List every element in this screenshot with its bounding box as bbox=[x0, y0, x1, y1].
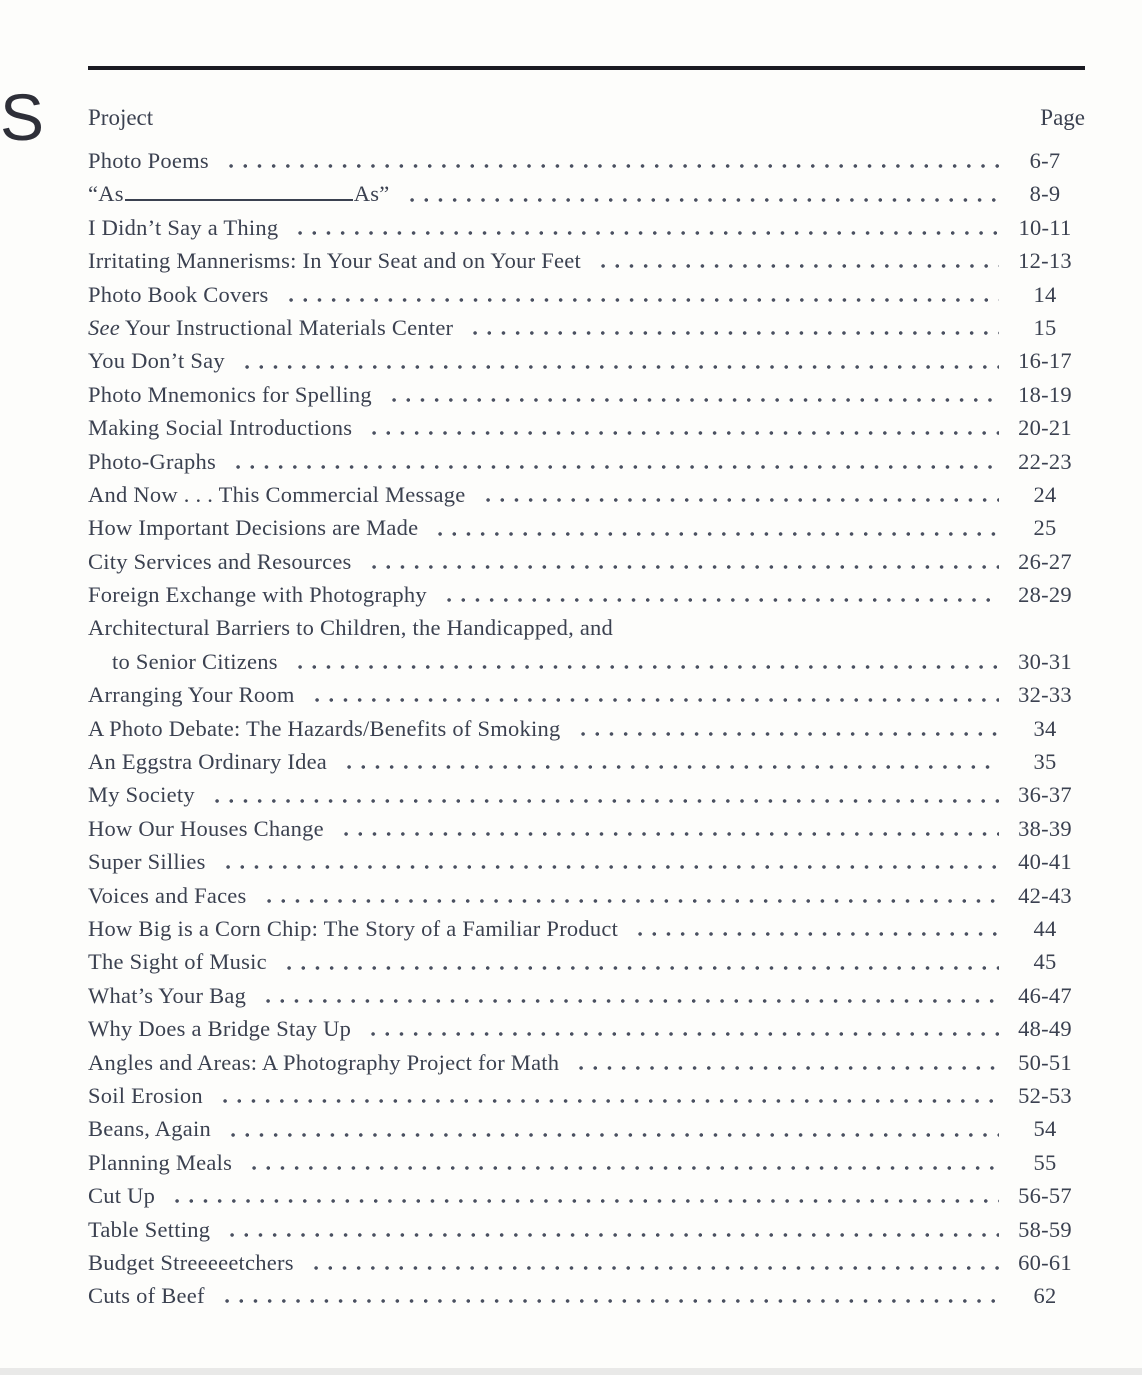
toc-entry-title: Architectural Barriers to Children, the Handicapped, and bbox=[88, 615, 614, 641]
toc-entry-page: 35 bbox=[1033, 749, 1057, 775]
toc-entry-page: 55 bbox=[1033, 1149, 1057, 1175]
toc-entry-page: 30-31 bbox=[1018, 648, 1072, 674]
dot-leader bbox=[405, 181, 1000, 214]
project-column-header: Project bbox=[88, 105, 154, 130]
toc-entry bbox=[88, 181, 1085, 214]
dot-leader bbox=[342, 749, 999, 782]
toc-entry-title: Photo Book Covers bbox=[88, 281, 269, 307]
toc-entry-page: 62 bbox=[1033, 1283, 1057, 1309]
dot-leader bbox=[218, 1083, 999, 1116]
toc-entry bbox=[88, 1250, 1085, 1283]
toc-entry-title: Irritating Mannerisms: In Your Seat and on Your Feet bbox=[88, 248, 581, 274]
toc-entry-title: And Now . . . This Commercial Message bbox=[88, 481, 466, 507]
toc-entry-title: Beans, Again bbox=[88, 1116, 211, 1142]
toc-entry bbox=[88, 382, 1085, 415]
toc-entry-title: I Didn’t Say a Thing bbox=[88, 214, 279, 240]
toc-entry-page: 38-39 bbox=[1018, 815, 1072, 841]
dot-leader bbox=[221, 849, 999, 882]
toc-entry bbox=[88, 415, 1085, 448]
toc-entry-page: 26-27 bbox=[1018, 548, 1072, 574]
toc-entry-title: What’s Your Bag bbox=[88, 982, 247, 1008]
toc-entry-title: My Society bbox=[88, 782, 195, 808]
toc-entry-title: Arranging Your Room bbox=[88, 682, 295, 708]
toc-entry-page: 52-53 bbox=[1018, 1082, 1072, 1108]
dot-leader bbox=[225, 1217, 999, 1250]
toc-entry bbox=[88, 215, 1085, 248]
toc-entry-page: 20-21 bbox=[1018, 415, 1072, 441]
toc-entry bbox=[88, 1016, 1085, 1049]
toc-entry-page: 24 bbox=[1033, 481, 1057, 507]
toc-entry bbox=[88, 1283, 1085, 1316]
toc-entry-title: Cut Up bbox=[88, 1183, 156, 1209]
toc-entry-title: Photo-Graphs bbox=[88, 448, 216, 474]
toc-entry-page: 14 bbox=[1033, 281, 1057, 307]
toc-entry bbox=[88, 682, 1085, 715]
dot-leader bbox=[633, 916, 999, 949]
page-edge-letter: S bbox=[0, 80, 45, 154]
toc-entry bbox=[88, 348, 1085, 381]
page-column-header: Page bbox=[1040, 105, 1085, 130]
toc-entry-title: Foreign Exchange with Photography bbox=[88, 582, 427, 608]
toc-entry bbox=[88, 1116, 1085, 1149]
toc-entry-page: 12-13 bbox=[1018, 248, 1072, 274]
toc-entry-page: 18-19 bbox=[1018, 381, 1072, 407]
toc-entry bbox=[88, 248, 1085, 281]
dot-leader bbox=[224, 148, 999, 181]
dot-leader bbox=[293, 649, 999, 682]
dot-leader bbox=[576, 716, 999, 749]
dot-leader bbox=[226, 1116, 999, 1149]
top-rule-divider bbox=[88, 66, 1085, 70]
toc-entry bbox=[88, 449, 1085, 482]
toc-entry bbox=[88, 282, 1085, 315]
dot-leader bbox=[309, 1250, 999, 1283]
toc-entry-title: See Your Instructional Materials Center bbox=[88, 314, 454, 340]
toc-list bbox=[88, 148, 1085, 1317]
toc-entry bbox=[88, 1083, 1085, 1116]
toc-entry-page: 32-33 bbox=[1018, 682, 1072, 708]
dot-leader bbox=[387, 382, 999, 415]
toc-entry-page: 16-17 bbox=[1018, 348, 1072, 374]
dot-leader bbox=[247, 1150, 999, 1183]
dot-leader bbox=[170, 1183, 999, 1216]
dot-leader bbox=[433, 515, 999, 548]
toc-entry bbox=[88, 883, 1085, 916]
dot-leader bbox=[231, 449, 999, 482]
dot-leader bbox=[262, 883, 999, 916]
dot-leader bbox=[339, 816, 999, 849]
toc-entry-page: 56-57 bbox=[1018, 1183, 1072, 1209]
toc-entry bbox=[88, 582, 1085, 615]
toc-entry-title: Super Sillies bbox=[88, 849, 206, 875]
toc-entry-page: 46-47 bbox=[1018, 982, 1072, 1008]
toc-entry bbox=[88, 1050, 1085, 1083]
toc-entry-page: 54 bbox=[1033, 1116, 1057, 1142]
toc-entry bbox=[88, 315, 1085, 348]
fill-in-blank-line bbox=[125, 199, 353, 202]
toc-header bbox=[88, 104, 1085, 132]
dot-leader bbox=[367, 549, 999, 582]
page-bottom-edge bbox=[0, 1368, 1142, 1375]
dot-leader bbox=[574, 1050, 999, 1083]
toc-entry-page: 45 bbox=[1033, 949, 1057, 975]
toc-entry-first-line bbox=[88, 615, 1085, 648]
dot-leader bbox=[310, 682, 999, 715]
toc-entry-page: 25 bbox=[1033, 515, 1057, 541]
toc-entry-page: 6-7 bbox=[1029, 148, 1061, 173]
toc-entry-title: How Our Houses Change bbox=[88, 815, 324, 841]
dot-leader bbox=[293, 215, 999, 248]
toc-entry-title: Table Setting bbox=[88, 1216, 211, 1242]
toc-entry-page: 15 bbox=[1033, 314, 1057, 340]
dot-leader bbox=[240, 348, 999, 381]
dot-leader bbox=[284, 282, 999, 315]
dot-leader bbox=[367, 415, 999, 448]
toc-entry bbox=[88, 716, 1085, 749]
toc-entry bbox=[88, 1183, 1085, 1216]
toc-entry-title: You Don’t Say bbox=[88, 348, 225, 374]
toc-entry-title: Soil Erosion bbox=[88, 1082, 203, 1108]
toc-entry-page: 44 bbox=[1033, 915, 1057, 941]
toc-entry-title: Photo Mnemonics for Spelling bbox=[88, 381, 372, 407]
toc-entry-page: 60-61 bbox=[1018, 1249, 1072, 1275]
toc-entry-page: 10-11 bbox=[1018, 214, 1072, 240]
toc-entry bbox=[88, 949, 1085, 982]
toc-entry-page: 34 bbox=[1033, 715, 1057, 741]
toc-entry bbox=[88, 515, 1085, 548]
toc-entry bbox=[88, 482, 1085, 515]
toc-entry bbox=[88, 983, 1085, 1016]
toc-entry-title: Angles and Areas: A Photography Project for Math bbox=[88, 1049, 560, 1075]
toc-entry bbox=[88, 148, 1085, 181]
toc-entry-title: How Big is a Corn Chip: The Story of a Familiar Product bbox=[88, 915, 619, 941]
toc-entry-title: Budget Streeeeetchers bbox=[88, 1249, 294, 1275]
dot-leader bbox=[442, 582, 999, 615]
dot-leader bbox=[596, 248, 999, 281]
toc-entry-title: The Sight of Music bbox=[88, 949, 267, 975]
toc-entry-title: Cuts of Beef bbox=[88, 1283, 205, 1309]
dot-leader bbox=[366, 1016, 999, 1049]
toc-entry-title: How Important Decisions are Made bbox=[88, 515, 419, 541]
dot-leader bbox=[210, 782, 999, 815]
toc-page bbox=[88, 66, 1085, 1317]
toc-entry-title: to Senior Citizens bbox=[112, 648, 278, 674]
dot-leader bbox=[282, 949, 999, 982]
toc-entry-title: Why Does a Bridge Stay Up bbox=[88, 1016, 352, 1042]
toc-entry-title: Planning Meals bbox=[88, 1149, 233, 1175]
toc-entry-title: “As As” bbox=[88, 181, 390, 207]
toc-entry-page: 22-23 bbox=[1018, 448, 1072, 474]
dot-leader bbox=[261, 983, 999, 1016]
toc-entry-page: 28-29 bbox=[1018, 582, 1072, 608]
toc-entry-title: Voices and Faces bbox=[88, 882, 247, 908]
toc-entry-page: 40-41 bbox=[1018, 849, 1072, 875]
toc-entry-page: 50-51 bbox=[1018, 1049, 1072, 1075]
dot-leader bbox=[220, 1283, 999, 1316]
toc-entry bbox=[88, 816, 1085, 849]
toc-entry bbox=[88, 782, 1085, 815]
toc-entry-page: 8-9 bbox=[1029, 181, 1061, 207]
toc-entry-page: 58-59 bbox=[1018, 1216, 1072, 1242]
toc-entry-title: A Photo Debate: The Hazards/Benefits of Smoking bbox=[88, 715, 561, 741]
toc-entry bbox=[88, 1217, 1085, 1250]
toc-entry-title: Making Social Introductions bbox=[88, 415, 353, 441]
toc-entry-title: Photo Poems bbox=[88, 148, 209, 173]
toc-entry bbox=[88, 649, 1085, 682]
toc-entry bbox=[88, 916, 1085, 949]
toc-entry-page: 36-37 bbox=[1018, 782, 1072, 808]
toc-entry bbox=[88, 749, 1085, 782]
toc-entry-title: City Services and Resources bbox=[88, 548, 352, 574]
toc-entry-title: An Eggstra Ordinary Idea bbox=[88, 749, 328, 775]
toc-entry bbox=[88, 849, 1085, 882]
toc-entry bbox=[88, 549, 1085, 582]
toc-entry-page: 48-49 bbox=[1018, 1016, 1072, 1042]
dot-leader bbox=[481, 482, 999, 515]
dot-leader bbox=[468, 315, 999, 348]
toc-entry-page: 42-43 bbox=[1018, 882, 1072, 908]
toc-entry bbox=[88, 1150, 1085, 1183]
